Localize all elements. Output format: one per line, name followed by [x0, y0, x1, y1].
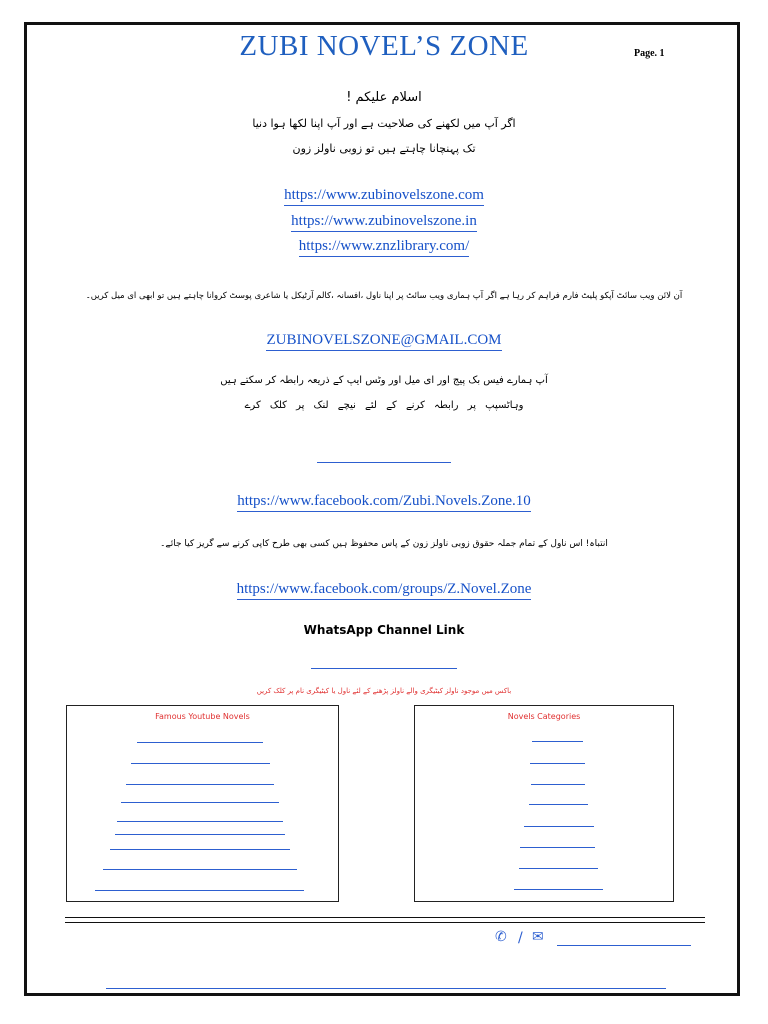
whatsapp-heading: WhatsApp Channel Link: [303, 623, 465, 637]
email-link[interactable]: ZUBINOVELSZONE@GMAIL.COM: [266, 332, 501, 351]
page-title: ZUBI NOVEL’S ZONE: [239, 30, 529, 62]
youtube-novel-link[interactable]: [117, 821, 283, 822]
youtube-novel-link[interactable]: [131, 763, 270, 764]
category-link[interactable]: [519, 868, 598, 869]
facebook-page-link[interactable]: https://www.facebook.com/Zubi.Novels.Zone.10: [237, 493, 531, 512]
category-link[interactable]: [524, 826, 594, 827]
category-link[interactable]: [530, 763, 585, 764]
novel-categories-title: Novels Categories: [507, 712, 581, 721]
youtube-novel-link[interactable]: [95, 890, 304, 891]
youtube-novel-link[interactable]: [103, 869, 297, 870]
footer-link-line[interactable]: [106, 988, 666, 989]
youtube-novels-title: Famous Youtube Novels: [155, 712, 250, 721]
contact-line-2: وہاٹسپپ پر رابطہ کرنے کے لئے نیچے لنک پر کلک کرے: [244, 400, 524, 411]
category-link[interactable]: [514, 889, 603, 890]
whatsapp-channel-line[interactable]: [311, 668, 457, 669]
page-number: Page. 1: [634, 48, 665, 59]
mail-icon[interactable]: ✉: [532, 929, 544, 945]
copyright-warning: انتباہ! اس ناول کے تمام جملہ حقوق زوبی ناولز زون کے پاس محفوظ ہیں کسی بھی طرح کاپی کرنے سے گریز کیا جائے۔: [160, 539, 608, 549]
category-link[interactable]: [529, 804, 588, 805]
separator-rule-bottom: [65, 922, 705, 923]
youtube-novel-link[interactable]: [115, 834, 285, 835]
novel-categories-box: [414, 705, 674, 902]
platform-notice: آن لائن ویب سائٹ آپکو پلیٹ فارم فراہم کر رہا ہے اگر آپ ہماری ویب سائٹ پر اپنا ناول ،افسانہ ،کالم آرٹیکل یا شاعری پوسٹ کروانا چاہتے ہیں تو ابھی ای میل کریں۔: [85, 291, 683, 301]
website-link-library[interactable]: https://www.znzlibrary.com/: [299, 238, 470, 257]
footer-separator: /: [518, 930, 523, 946]
intro-line-1: اگر آپ میں لکھنے کی صلاحیت ہے اور آپ اپنا لکھا ہوا دنیا: [252, 117, 516, 130]
category-link[interactable]: [532, 741, 583, 742]
youtube-novel-link[interactable]: [121, 802, 279, 803]
footer-contact-line[interactable]: [557, 945, 691, 946]
category-link[interactable]: [531, 784, 585, 785]
facebook-group-link[interactable]: https://www.facebook.com/groups/Z.Novel.Zone: [237, 581, 532, 600]
intro-line-2: تک پہنچانا چاہتے ہیں تو زوبی ناولز زون: [292, 142, 476, 155]
phone-icon[interactable]: ✆: [495, 929, 507, 945]
youtube-novel-link[interactable]: [110, 849, 290, 850]
website-link-com[interactable]: https://www.zubinovelszone.com: [284, 187, 484, 206]
youtube-novel-link[interactable]: [137, 742, 263, 743]
category-link[interactable]: [520, 847, 595, 848]
youtube-novel-link[interactable]: [126, 784, 274, 785]
youtube-novels-box: [66, 705, 339, 902]
greeting: اسلام علیکم !: [346, 90, 422, 105]
contact-line-1: آپ ہمارے فیس بک پیج اور ای میل اور وٹس ایپ کے ذریعہ رابطہ کر سکتے ہیں: [220, 375, 548, 386]
website-link-in[interactable]: https://www.zubinovelszone.in: [291, 213, 477, 232]
whatsapp-link-line[interactable]: [317, 462, 451, 463]
separator-rule-top: [65, 917, 705, 918]
category-note: باکس میں موجود ناولز کیٹیگری والے ناولز پڑھنے کے لئے ناول یا کیٹیگری نام پر کلک کریں: [256, 687, 512, 695]
